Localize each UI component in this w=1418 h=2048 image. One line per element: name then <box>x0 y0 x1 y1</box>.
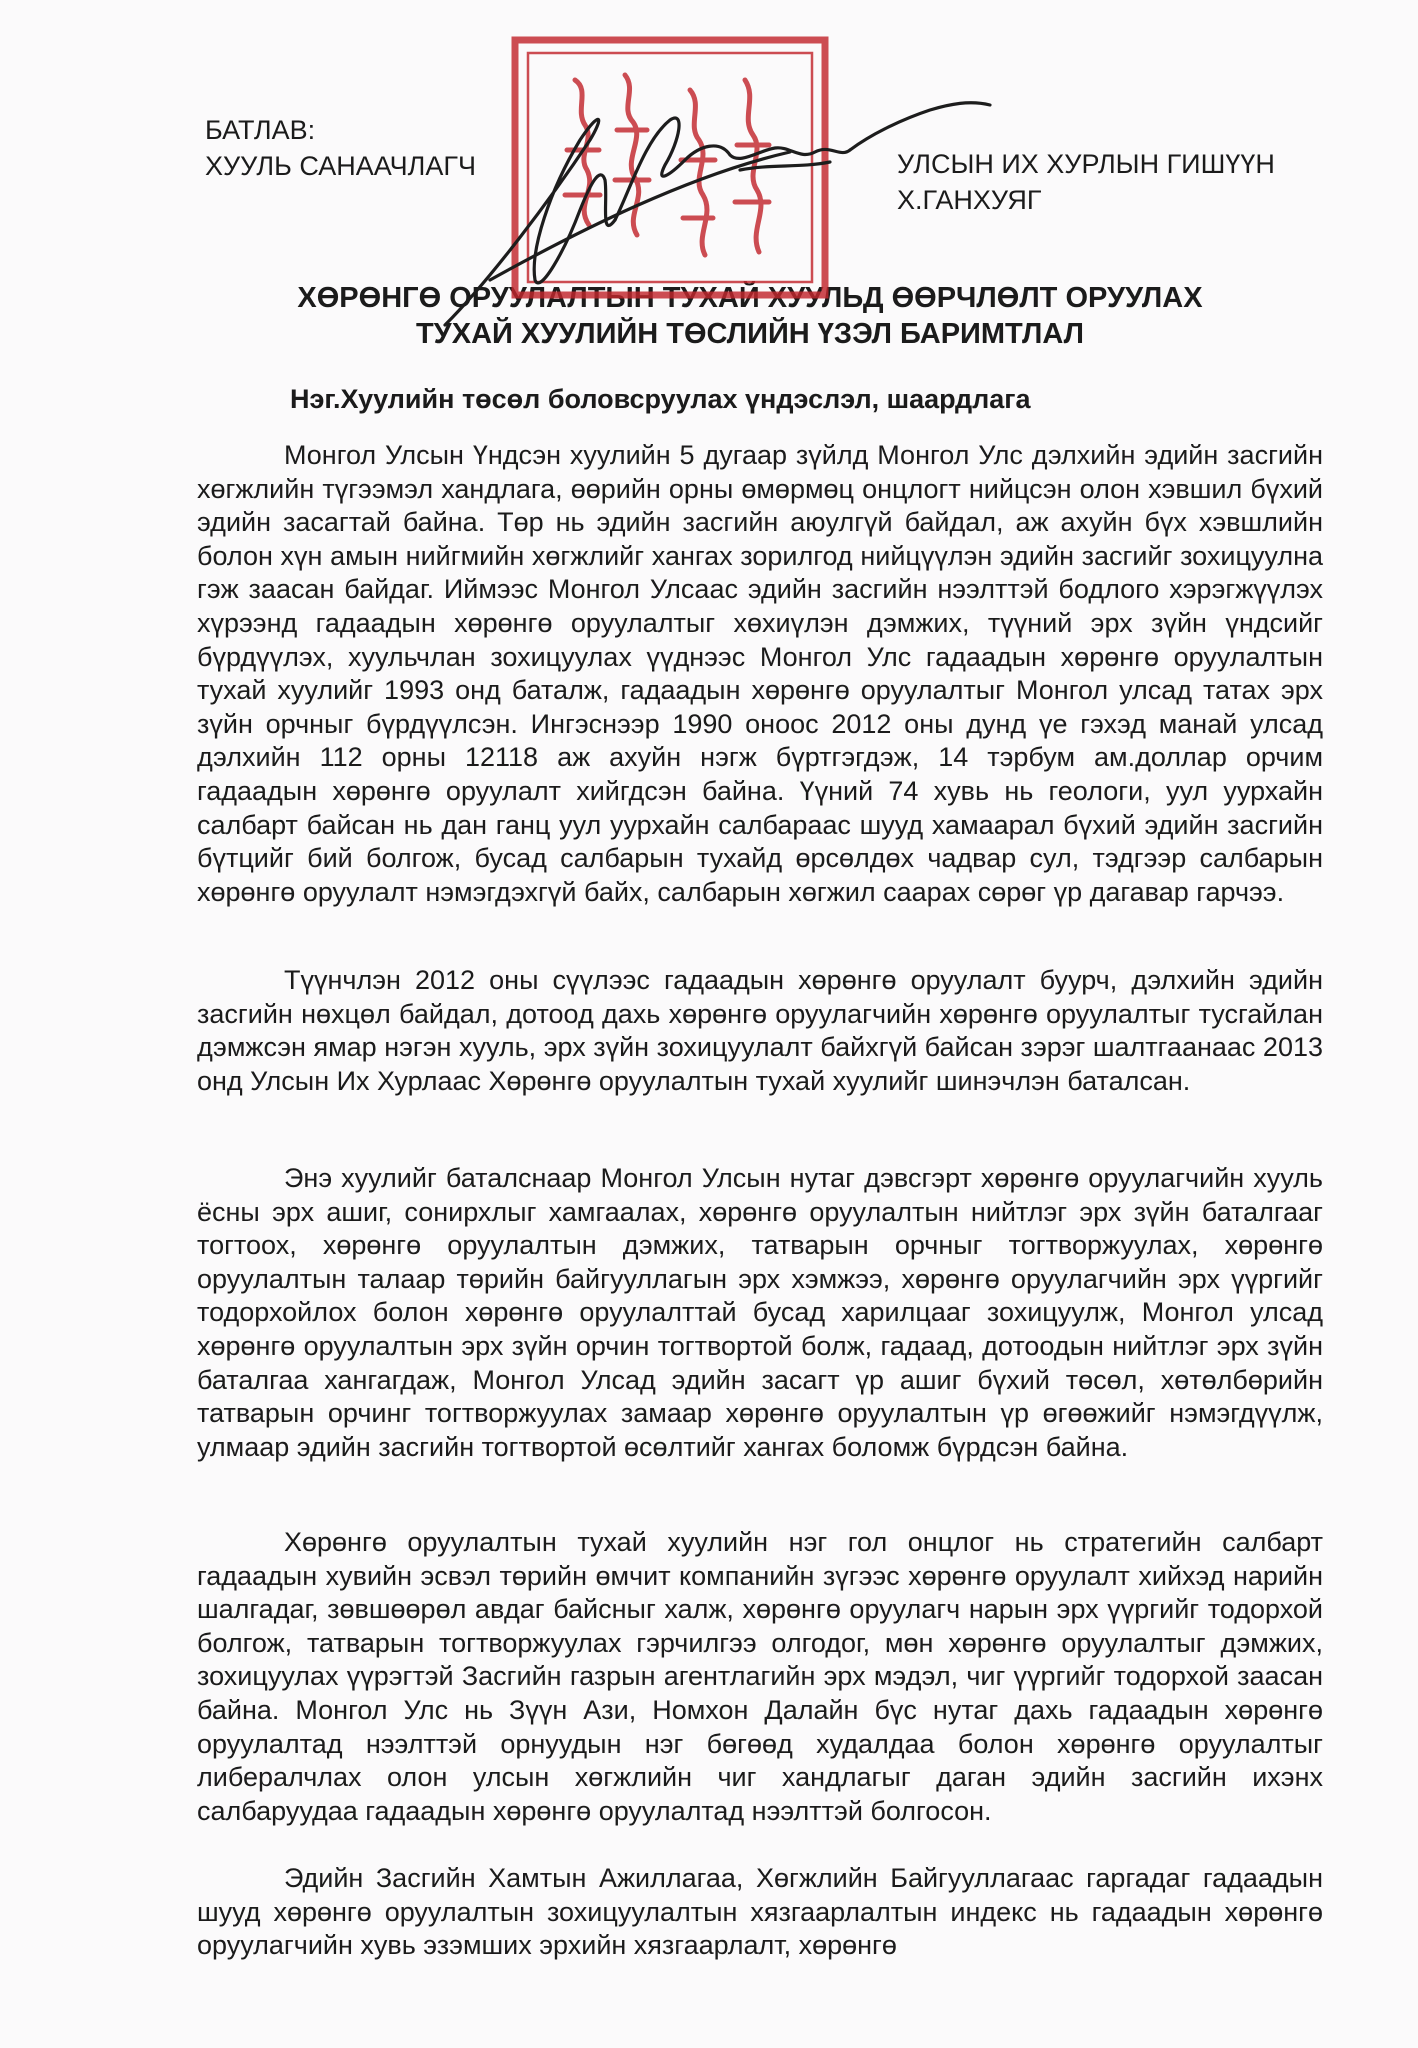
paragraph-4: Хөрөнгө оруулалтын тухай хуулийн нэг гол онцлог нь стратегийн салбарт гадаадын хувийн эсвэл төрийн өмчит компанийн зүгээс хөрөнгө оруулалт хийхэд нарийн шалгадаг, зөвшөөрөл авдаг байсныг халж, хөрөнгө оруулагч нарын эрх үүргийг тодорхой болгож, татварын тогтворжуулах гэрчилгээ олгодог, мөн хөрөнгө оруулалтыг дэмжих, зохицуулах үүрэгтэй Засгийн газрын агентлагийн эрх мэдэл, чиг үүргийг тодорхой заасан байна. Монгол Улс нь Зүүн Ази, Номхон Далайн бүс нутаг дахь гадаадын хөрөнгө оруулалтад нээлттэй орнуудын нэг бөгөөд худалдаа болон хөрөнгө оруулалтыг либералчлах олон улсын хөгжлийн чиг хандлагыг даган эдийн засгийн ихэнх салбаруудаа гадаадын хөрөнгө оруулалтад нээлттэй болгосон. <box>197 1527 1323 1826</box>
approval-label: БАТЛАВ: <box>205 115 316 145</box>
handwritten-signature-icon <box>430 80 1010 340</box>
paragraph-3: Энэ хуулийг баталснаар Монгол Улсын нутаг дэвсгэрт хөрөнгө оруулагчийн хууль ёсны эрх ашиг, сонирхлыг хамгаалах, хөрөнгө оруулалтын нийтлэг эрх зүйн баталгааг тогтоох, хөрөнгө оруулалтын дэмжих, татварын орчныг тогтворжуулах, хөрөнгө оруулалтын талаар төрийн байгууллагын эрх хэмжээ, хөрөнгө оруулагчийн эрх үүргийг тодорхойлох болон хөрөнгө оруулалттай бусад харилцааг зохицуулж, Монгол улсад хөрөнгө оруулалтын эрх зүйн орчин тогтвортой болж, гадаад, дотоодын нийтлэг эрх зүйн баталгаа хангагдаж, Монгол Улсад эдийн засагт үр ашиг бүхий төсөл, хөтөлбөрийн татварын орчинг тогтворжуулах замаар хөрөнгө оруулалтын үр өгөөжийг нэмэгдүүлж, улмаар эдийн засгийн тогтвортой өсөлтийг хангах боломж бүрдсэн байна. <box>197 1163 1323 1462</box>
initiator-label: ХУУЛЬ САНААЧЛАГЧ <box>205 151 477 181</box>
signer-position: УЛСЫН ИХ ХУРЛЫН ГИШҮҮН <box>897 149 1275 179</box>
paragraph-1: Монгол Улсын Үндсэн хуулийн 5 дугаар зүйлд Монгол Улс дэлхийн эдийн засгийн хөгжлийн түгээмэл хандлага, өөрийн орны өмөрмөц онцлогт нийцсэн олон хэвшил бүхий эдийн засагтай байна. Төр нь эдийн засгийн аюулгүй байдал, аж ахуйн бүх хэвшлийн болон хүн амын нийгмийн хөгжлийг хангах зорилгод нийцүүлэн эдийн засгийг зохицуулна гэж заасан байдаг. Иймээс Монгол Улсаас эдийн засгийн нээлттэй бодлого хэрэгжүүлэх хүрээнд гадаадын хөрөнгө оруулалтыг хөхиүлэн дэмжих, түүний эрх зүйн үндсийг бүрдүүлэх, хуульчлан зохицуулах үүднээс Монгол Улс гадаадын хөрөнгө оруулалтын тухай хуулийг 1993 онд баталж, гадаадын хөрөнгө оруулалтыг Монгол улсад татах эрх зүйн орчныг бүрдүүлсэн. Ингэснээр 1990 оноос 2012 оны дунд үе гэхэд манай улсад дэлхийн 112 орны 12118 аж ахуйн нэгж бүртгэгдэж, 14 тэрбум ам.доллар орчим гадаадын хөрөнгө оруулалт хийгдсэн байна. Үүний 74 хувь нь геологи, уул уурхайн салбарт байсан нь дан ганц уул уурхайн салбараас шууд хамаарал бүхий эдийн засгийн бүтцийг бий болгож, бусад салбарын тухайд өрсөлдөх чадвар сул, тэдгээр салбарын хөрөнгө оруулалт нэмэгдэхгүй байх, салбарын хөгжил саарах сөрөг үр дагавар гарчээ. <box>197 440 1323 907</box>
paragraph-5: Эдийн Засгийн Хамтын Ажиллагаа, Хөгжлийн Байгууллагаас гаргадаг гадаадын шууд хөрөнгө оруулалтын зохицуулалтын хязгаарлалтын индекс нь гадаадын хөрөнгө оруулагчийн хувь эзэмших эрхийн хязгаарлалт, хөрөнгө <box>197 1863 1323 1961</box>
paragraph-2: Түүнчлэн 2012 оны сүүлээс гадаадын хөрөнгө оруулалт буурч, дэлхийн эдийн засгийн нөхцөл байдал, дотоод дахь хөрөнгө оруулагчийн хөрөнгө оруулалтыг тусгайлан дэмжсэн ямар нэгэн хууль, эрх зүйн зохицуулалт байхгүй байсан зэрэг шалтгаанаас 2013 онд Улсын Их Хурлаас Хөрөнгө оруулалтын тухай хуулийг шинэчлэн баталсан. <box>197 965 1323 1096</box>
signer-name: Х.ГАНХУЯГ <box>897 185 1042 215</box>
title-line-2: ТУХАЙ ХУУЛИЙН ТӨСЛИЙН ҮЗЭЛ БАРИМТЛАЛ <box>415 318 1085 350</box>
section-heading: Нэг.Хуулийн төсөл боловсруулах үндэслэл, шаардлага <box>290 384 1031 414</box>
title-line-1: ХӨРӨНГӨ ОРУУЛАЛТЫН ТУХАЙ ХУУЛЬД ӨӨРЧЛӨЛТ ОРУУЛАХ <box>297 282 1203 314</box>
